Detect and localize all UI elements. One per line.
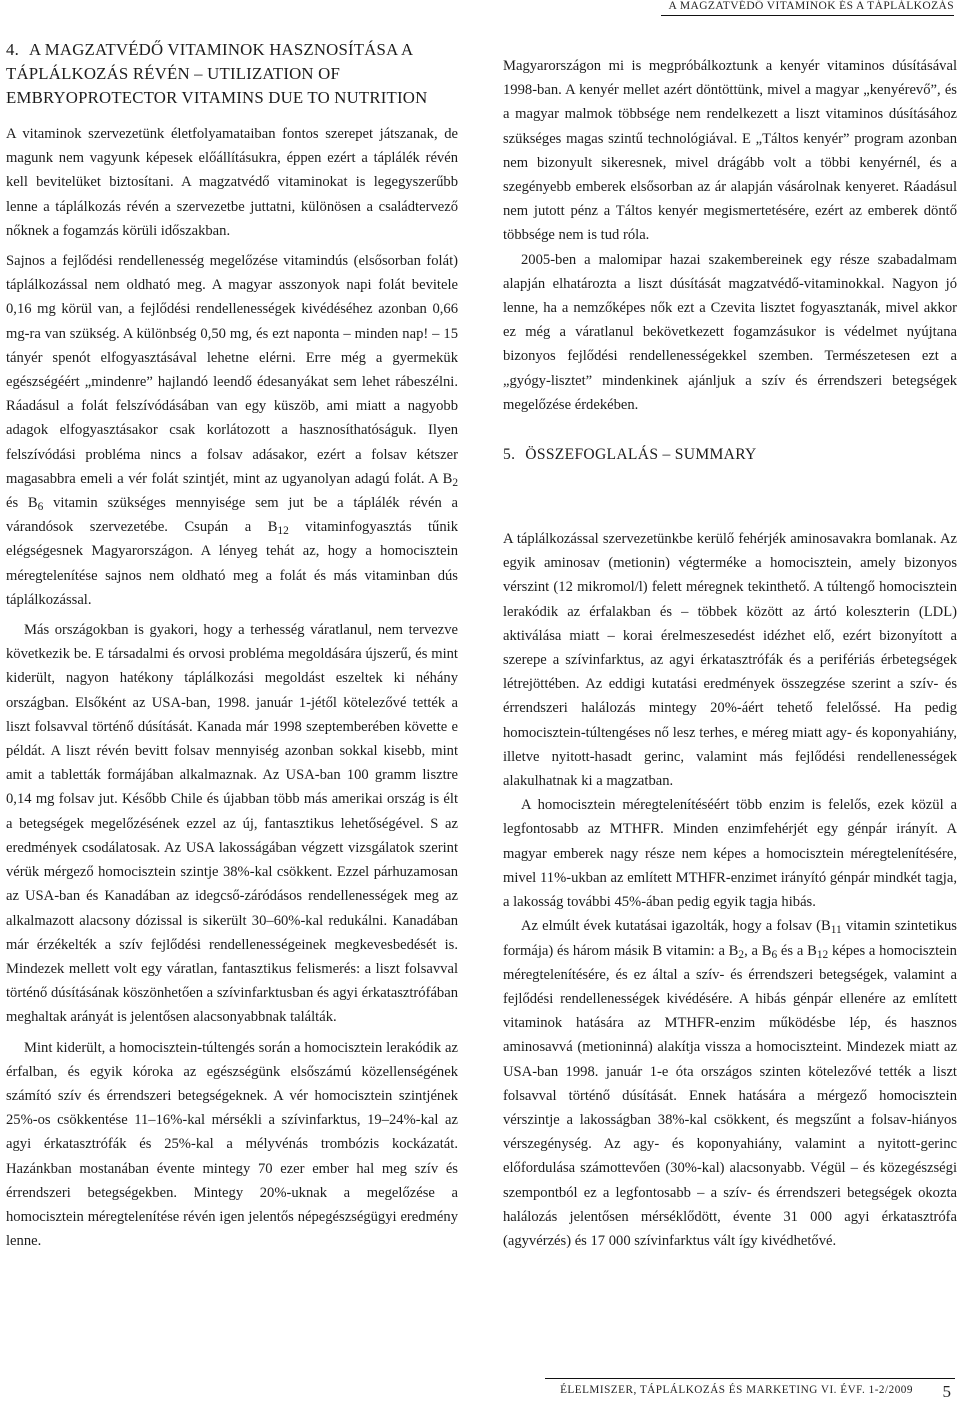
intro-paragraph: A vitaminok szervezetünk életfolyamataiban fontos szerepet játszanak, de magunk nem vagyunk képesek előállításukra, éppen ezért a táplálék révén kell bevitelüket biztosítani. A magzatvédő vitaminokat is legegyszerűbb lenne a táplálkozás révén a szervezetbe juttatni, különösen a családtervező nőknek a fogamzás körüli időszakban. [6, 126, 458, 239]
running-head: A MAGZATVÉDŐ VITAMINOK ÉS A TÁPLÁLKOZÁS [661, 0, 954, 16]
fortification-paragraph: Más országokban is gyakori, hogy a terhesség váratlanul, nem tervezve következik be. E társadalmi és orvosi probléma megoldására újszerű, és mint kiderült, nagyon hatékony táplálkozási megoldást eszeltek ki néhány országban. Elsőként az USA-ban, 1998. január 1-jétől kötelezővé tették a liszt folsavval történő dúsítását. Kanada már 1998 szeptemberében követte e példát. A liszt révén bevitt folsav mennyiség azonban sokkal kisebb, mint amit a tabletták formájában alkalmaznak. Az USA-ban 100 gramm lisztre 0,14 mg folsav jut. Később Chile és újabban több más amerikai ország is élt a betegségek megelőzésének ezzel az új, fantasztikus lehetőségével. S az eredmények csodálatosak. Az USA lakosságában végzett vizsgálatok szerint vérük mérgező homocisztein szintje 38%-kal csökkent. Ezzel párhuzamosan az USA-ban és Kanadában az idegcső-záródásos rendellenességek meg az alkalmazott alacsony dózissal is sikerült 30–60%-kal redukálni. Kanadában már érzékelték a szív fejlődési rendellenességeinek megkevesbedését is. Mindezek mellett volt egy váratlan, fantasztikus felismerés: a liszt folsavval történő dúsításának köszönhetően a szívinfarktusban és agyi érkatasztrófában meghaltak arányát is jelentősen alacsonyabbnak találták. [6, 622, 458, 1026]
section-4-number: 4. [6, 40, 19, 59]
summary-paragraph-3: Az elmúlt évek kutatásai igazolták, hogy a folsav ($B_{11}$ vitamin szintetikus formája) és három másik B vitamin: a $B_2$, a $B_6$ és a $B_{12}$ képes a homocisztein méregtelenítésére, és ez által a szív- és érrendszeri betegségek, valamint a fejlődési rendellenességek kivédésére. A hibás génpár ellenére az említett vitaminok hatására az MTHFR-enzim működésbe lép, és hasznos aminosavvá (metioninná) alakítja vissza a homociszteint. Mindezek miatt az USA-ban 1998. január 1-e óta országos szinten kötelezővé tették a liszt folsavval történő dúsítását. Ennek hatására a mérgező homocisztein vérszintje a lakosságban 38%-kal csökkent, és megszűnt a folsav-hiányos vérszegénység. Az agy- és koponyahiány, valamint a nyitott-gerinc előfordulása számottevően (30%-kal) alacsonyabb. Végül – és közegészségi szempontból ez a legfontosabb – a szív- és érrendszeri betegségek okozta halálozás jelentősen mérséklődött, évente 31 000 agyi érkatasztrófa (agyvérzés) és 17 000 szívinfarktus vált így kivédhetővé. [503, 918, 957, 1249]
right-column [503, 54, 957, 1253]
footer [545, 1378, 955, 1403]
summary-paragraph-1: A táplálkozással szervezetünkbe kerülő fehérjék aminosavakra bomlanak. Az egyik aminosav (metionin) végterméke a homocisztein, amely bizonyos vérszint (12 mikromol/l) felett méregnek tekinthető. A túltengő homocisztein lerakódik az érfalakban és – többek között az ártó koleszterin (LDL) aktiválása miatt – korai érelmeszesedést idézhet elő, ezért bizonyított a szerepe a szívinfarktus, az agyi érkatasztrófák és a perifériás érbetegségek létrejöttében. Az eddigi kutatási eredmények összegzése szerint a szív- és érrendszeri halálozás mintegy 20%-áért tehető felelőssé. Ha pedig homocisztein-túltengéses nő lesz terhes, e méreg miatt agy- és koponyahiány, illetve nyitott-hasadt gerinc, valamint más fejlődési rendellenességek alakulhatnak ki a magzatban. [503, 531, 957, 790]
journal-citation: ÉLELMISZER, TÁPLÁLKOZÁS ÉS MARKETING VI. ÉVF. 1-2/2009 [560, 1384, 913, 1396]
homocysteine-paragraph: Mint kiderült, a homocisztein-túltengés során a homocisztein lerakódik az érfalban, és egyik kóroka az egészségünk elsőszámú közellenségének számító szív és érrendszeri betegségeknek. A vér homocisztein szintjének 25%-os csökkentése 11–16%-kal mérsékli a szívinfarktus, 19–24%-kal az agyi érkatasztrófák és 25%-kal a mélyvénás trombózis kockázatát. Hazánkban mostanában évente mintegy 70 ezer ember hal meg szív és érrendszeri betegségekben. Mintegy 20%-uknak a megelőzése a homocisztein méregtelenítése révén igen jelentős népegészségügyi eredmény lenne. [6, 1039, 458, 1250]
left-column [6, 38, 458, 1253]
section-5-title: ÖSSZEFOGLALÁS – SUMMARY [525, 446, 757, 464]
section-4-heading [6, 38, 458, 110]
czevita-paragraph: 2005-ben a malomipar hazai szakembereinek egy része szabadalmam alapján elhatározta a liszt dúsítását magzatvédő-vitaminokkal. Nagyon jó lenne, ha a nemzőképes nők ezt a Czevita lisztet fogyasztanák, mivel akkor ez még a váratlanul bekövetkezett fogamzásukor is védelmet nyújtana bizonyos fejlődési rendellenességekkel szemben. Természetesen ezt a „gyógy-lisztet” mindenkinek ajánljuk a szív és érrendszeri betegségek megelőzése érdekében. [503, 251, 957, 413]
folate-paragraph: Sajnos a fejlődési rendellenesség megelőzése vitamindús (elsősorban folát) táplálkozással nem oldható meg. A magyar asszonyok napi folát bevitele 0,16 mg körül van, a fejlődési rendellenességek kivédéséhez azonban 0,66 mg-ra van szükség. A különbség 0,50 mg, és ezt naponta – minden nap! – 15 tányér spenót elfogyasztásával lehetne elérni. Erre még a gyermekük egészségéért „mindenre” hajlandó leendő édesanyákat sem lehet rábeszélni. Ráadásul a folát felszívódásában van egy küszöb, ami miatt a nagyobb adagok elfogyasztásakor csak korlátozott a hasznosíthatóságuk. Ilyen felszívódási probléma nincs a folsav adásakor, ezért a folsav kétszer magasabbra emeli a vér folát szintjét, mint az ugyanolyan adagú folát. A $B_2$ és $B_6$ vitamin szükséges mennyisége sem jut be a táplálék révén a várandósok szervezetébe. Csupán a $B_{12}$ vitaminfogyasztás tűnik elégségesnek Magyarországon. A lényeg tehát az, hogy a homocisztein méregtelenítése sajnos nem oldható meg a folát és más vitaminban dús táplálkozással. [6, 253, 458, 608]
page-number: 5 [942, 1382, 951, 1401]
summary-paragraph-2: A homocisztein méregtelenítéséért több enzim is felelős, ezek közül a legfontosabb az MTHFR. Minden enzimfehérjét egy génpár irányít. A magyar emberek nagy része nem képes a homocisztein méregtelenítésére, mivel 11%-ukban az említett MTHFR-enzimet irányító génpár mindkét tagja, a lakosság további 45%-ában pedig egyik tagja hibás. [503, 797, 957, 911]
section-4-title: A MAGZATVÉDŐ VITAMINOK HASZNOSÍTÁSA A TÁPLÁLKOZÁS RÉVÉN – UTILIZATION OF EMBRYOPROTECTOR VITAMINS DUE TO NUTRITION [6, 40, 428, 107]
hungary-bread-paragraph: Magyarországon mi is megpróbálkoztunk a kenyér vitaminos dúsításával 1998-ban. A kenyér mellet azért döntöttünk, mivel a magyar „kenyérevő”, és a magyar malmok többsége nem rendelkezett a liszt vitaminos dúsításához szükséges magas szintű technológiával. E „Táltos kenyér” program azonban nem bizonyult sikeresnek, mivel drágább volt a többi kenyérnél, és a szegényebb emberek elsősorban az ár alapján vásárolnak kenyeret. Ráadásul nem jutott pénz a Táltos kenyér megismertetésére, ezért az emberek döntő többsége nem is tud róla. [503, 58, 957, 244]
section-5-heading [503, 443, 957, 467]
section-5-number: 5. [503, 446, 516, 464]
